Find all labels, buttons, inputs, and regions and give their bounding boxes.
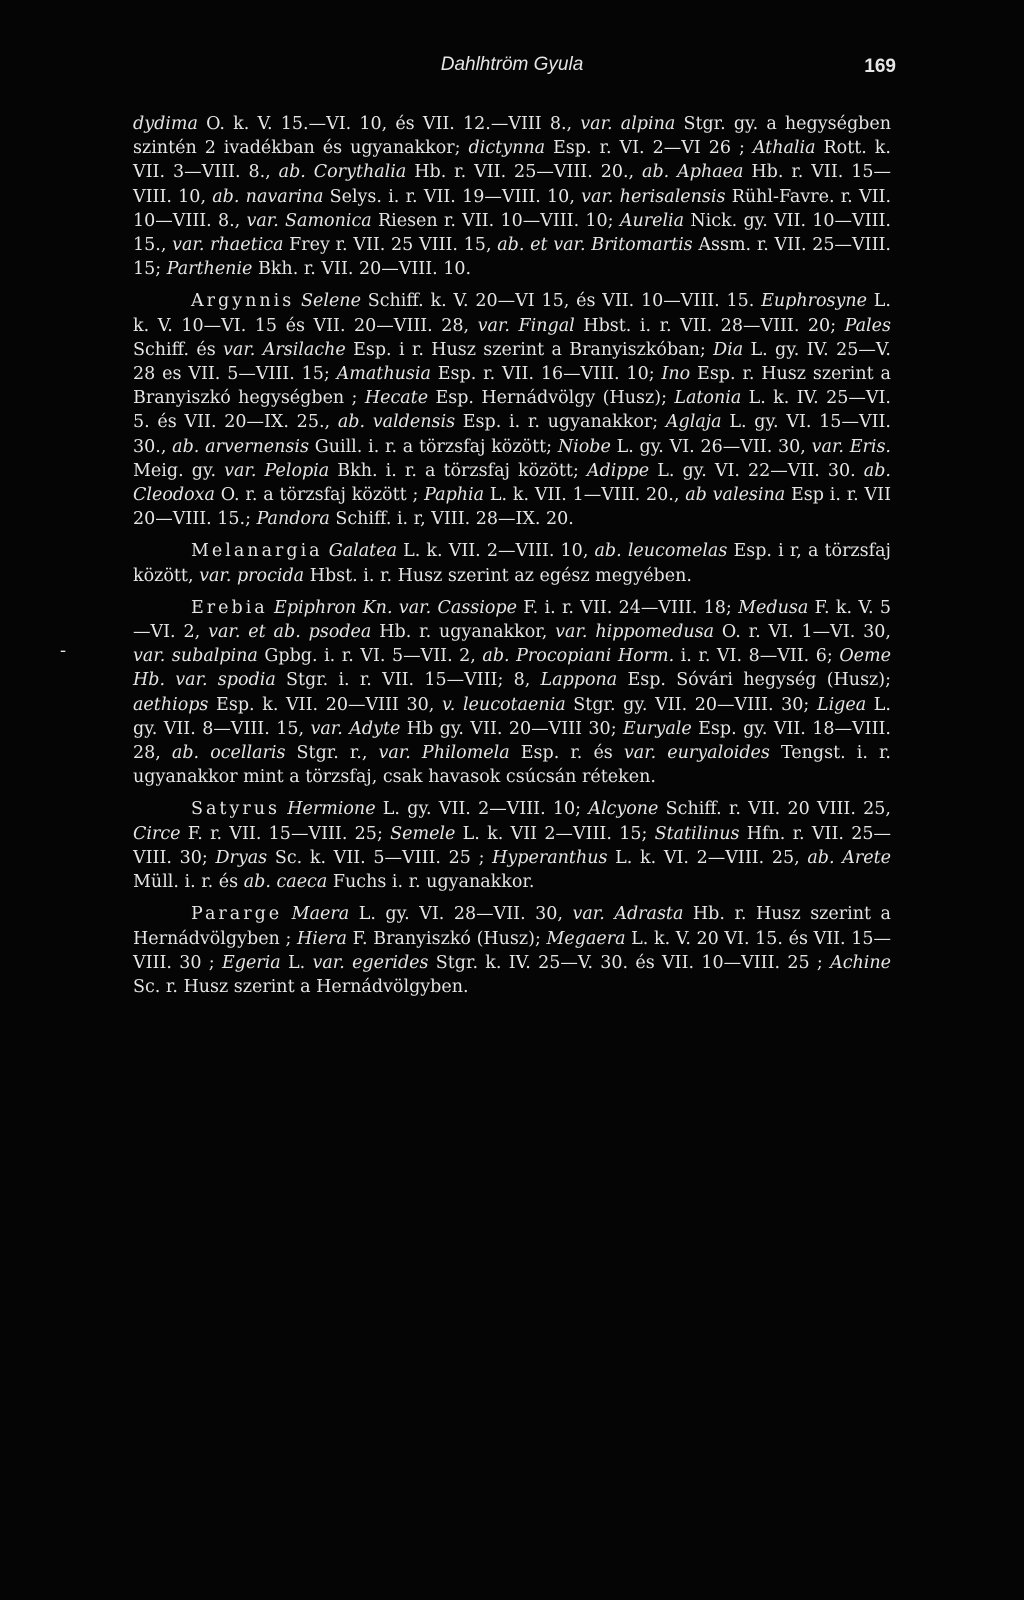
text-run: L. gy. VII. 2—VIII. 10; — [375, 799, 589, 820]
body-text — [133, 112, 891, 999]
taxon-name: Athalia — [752, 138, 816, 159]
taxon-name: Pales — [844, 315, 891, 336]
taxon-name: var. alpina — [580, 114, 676, 134]
text-run: L. k. VII. 2—VIII. 10, — [397, 541, 595, 562]
text-run: Selys. i. r. VII. 19—VIII. 10, — [323, 186, 582, 207]
text-run: Esp. Hernádvölgy (Husz); — [428, 388, 675, 409]
taxon-name: Aurelia — [619, 210, 685, 231]
text-run: Sc. k. VII. 5—VIII. 25 ; — [267, 847, 493, 868]
taxon-name: Euphrosyne — [761, 291, 868, 312]
margin-mark: - — [60, 640, 67, 661]
text-run: Esp. i r, a törzsfaj között, — [133, 541, 891, 586]
genus-name: Pararge — [191, 904, 283, 925]
taxon-name: var. Samonica — [246, 210, 372, 231]
text-run: Esp. r. VII. 16—VIII. 10; — [430, 364, 662, 385]
text-run: Stgr. k. IV. 25—V. 30. és VII. 10—VIII. 25 ; — [428, 952, 831, 973]
taxon-name: var. Philomela — [378, 743, 510, 764]
text-run: Nick. gy. VII. 10—VIII. 15., — [133, 210, 891, 256]
text-run: Esp. k. VII. 20—VIII 30, — [208, 694, 442, 715]
text-run: F. k. V. 5—VI. 2, — [133, 597, 891, 643]
taxon-name: var. Adyte — [310, 718, 401, 739]
taxon-name: var. Fingal — [477, 315, 575, 336]
text-run: Riesen r. VII. 10—VIII. 10; — [371, 210, 620, 231]
taxon-name: Galatea — [328, 541, 397, 562]
taxon-name: ab. arvernensis — [172, 436, 309, 457]
taxon-name: Euryale — [623, 718, 692, 739]
text-run: Frey r. VII. 25 VIII. 15, — [283, 235, 498, 256]
text-run: Stgr. gy. VII. 20—VIII. 30; — [565, 694, 817, 715]
taxon-name: ab. navarina — [212, 186, 324, 207]
taxon-name: ab valesina — [685, 485, 786, 506]
text-run: Hb. r. VII. 25—VIII. 20., — [406, 162, 643, 183]
taxon-name: Oeme Hb. var. spodia — [133, 646, 891, 691]
taxon-name: Alcyone — [588, 799, 659, 820]
taxon-name: dictynna — [468, 138, 546, 159]
taxon-name: ab. Corythalia — [278, 162, 407, 183]
taxon-name: Statilinus — [654, 823, 740, 844]
text-run: L. gy. IV. 25—V. 28 es VII. 5—VIII. 15; — [133, 339, 891, 385]
taxon-name: ab. Aphaea — [642, 162, 744, 183]
text-run: Bkh. r. VII. 20—VIII. 10. — [252, 259, 472, 280]
text-run: Tengst. i. r. ugyanakkor mint a törzsfaj, csak havasok csúcsán réteken. — [133, 743, 891, 788]
taxon-name: var. Arsilache — [223, 339, 346, 360]
text-run: F. r. VII. 15—VIII. 25; — [180, 823, 391, 844]
text-run: i. r. VI. 8—VII. 6; — [674, 646, 840, 667]
text-run: Esp. r. és — [509, 743, 624, 764]
taxon-name: Achine — [830, 952, 892, 973]
taxon-name: Egeria — [221, 952, 281, 973]
text-run: Hbst. i. r. VII. 28—VIII. 20; — [574, 315, 845, 336]
taxon-name: var. subalpina — [133, 646, 258, 667]
text-run: Esp. gy. VII. 18—VIII. 28, — [133, 718, 891, 764]
genus-name: Erebia — [191, 597, 268, 618]
page-header — [0, 54, 1024, 94]
text-run: Stgr. r., — [285, 743, 379, 764]
taxon-name: dydima — [133, 114, 198, 134]
text-run: L. — [280, 952, 313, 973]
text-run: Meig. gy. — [133, 460, 225, 481]
text-run: Gpbg. i. r. VI. 5—VII. 2, — [257, 646, 483, 667]
taxon-name: var. Eris. — [811, 436, 891, 457]
taxon-name: Parthenie — [166, 259, 253, 280]
taxon-name: Paphia — [424, 485, 485, 506]
text-run: O. r. VI. 1—VI. 30, — [714, 622, 891, 643]
taxon-name: Hiera — [296, 928, 347, 949]
text-run: L. k. VI. 2—VIII. 25, — [607, 847, 808, 868]
taxon-name: Megaera — [546, 928, 626, 949]
genus-name: Argynnis — [191, 291, 295, 312]
text-run: Schiff. k. V. 20—VI 15, és VII. 10—VIII. 15. — [360, 291, 762, 312]
text-run: L. gy. VI. 28—VII. 30, — [349, 904, 573, 925]
paragraph — [133, 902, 891, 999]
taxon-name: Latonia — [674, 388, 742, 409]
taxon-name: var. euryaloides — [623, 743, 770, 764]
taxon-name: ab. ocellaris — [171, 743, 286, 764]
taxon-name: ab. leucomelas — [594, 541, 728, 562]
taxon-name: Ligea — [816, 694, 867, 715]
taxon-name: Dia — [713, 339, 744, 360]
text-run: Hb. r. VII. 15—VIII. 10, — [133, 162, 891, 207]
taxon-name: Horm. — [617, 646, 675, 667]
taxon-name: Amathusia — [336, 364, 431, 385]
taxon-name: var. Pelopia — [224, 460, 330, 481]
text-run: Schiff. r. VII. 20 VIII. 25, — [658, 799, 891, 820]
taxon-name: var. egerides — [312, 952, 429, 973]
taxon-name: Kn. var. Cassiope — [362, 597, 517, 618]
text-run: Stgr. i. r. VII. 15—VIII; 8, — [275, 670, 541, 691]
taxon-name: Niobe — [557, 436, 611, 457]
text-run: L. k. V. 10—VI. 15 és VII. 20—VIII. 28, — [133, 291, 891, 336]
taxon-name: var. Adrasta — [572, 904, 684, 925]
text-run: Esp. r. Husz szerint a Branyiszkó hegységben ; — [133, 364, 891, 409]
taxon-name: var. procida — [199, 565, 305, 586]
text-run: Hfn. r. VII. 25—VIII. 30; — [133, 823, 891, 868]
text-run: Bkh. i. r. a törzsfaj között; — [329, 460, 587, 481]
running-title: Dahlhtröm Gyula — [440, 54, 584, 75]
text-run: O. k. V. 15.—VI. 10, és VII. 12.—VIII 8., — [197, 114, 581, 134]
taxon-name: var. rhaetica — [172, 235, 284, 256]
taxon-name: aethiops — [133, 694, 209, 715]
text-run: Rühl-Favre. r. VII. 10—VIII. 8., — [133, 186, 892, 231]
text-run: Sc. r. Husz szerint a Hernádvölgyben. — [133, 976, 469, 997]
taxon-name: Maera — [291, 904, 350, 925]
taxon-name: v. leucotaenia — [441, 694, 566, 715]
text-run: Stgr. gy. a hegységben szintén 2 ivadékban és ugyanakkor; — [133, 114, 891, 159]
text-run: L. gy. VI. 22—VII. 30. — [649, 460, 864, 481]
text-run: Hbst. i. r. Husz szerint az egész megyében. — [304, 565, 692, 586]
taxon-name: Circe — [133, 823, 181, 844]
taxon-name: Medusa — [738, 597, 809, 618]
taxon-name: ab. Cleodoxa — [133, 460, 891, 506]
taxon-name: ab. caeca — [243, 872, 328, 893]
taxon-name: ab. Arete — [807, 847, 891, 868]
text-run: L. gy. VI. 15—VII. 30., — [133, 412, 891, 457]
text-run: Guill. i. r. a törzsfaj között; — [308, 436, 558, 457]
text-run — [294, 291, 301, 311]
taxon-name: Pandora — [256, 509, 330, 530]
text-run: Fuchs i. r. ugyanakkor. — [327, 872, 535, 893]
taxon-name: var. hippomedusa — [555, 622, 715, 643]
text-run: Esp. i r. Husz szerint a Branyiszkóban; — [345, 339, 714, 360]
text-run: F. Branyiszkó (Husz); — [346, 928, 547, 949]
taxon-name: ab. et var. Britomartis — [497, 235, 693, 256]
text-run: O. r. a törzsfaj között ; — [214, 485, 425, 506]
text-run: Esp. i. r. ugyanakkor; — [455, 412, 666, 433]
paragraph — [133, 797, 891, 894]
paragraph — [133, 112, 891, 281]
paragraph — [133, 289, 891, 531]
text-run — [282, 904, 292, 924]
taxon-name: Ino — [661, 364, 691, 385]
genus-name: Satyrus — [191, 799, 280, 820]
text-run: L. gy. VI. 26—VII. 30, — [610, 436, 812, 457]
text-run: F. i. r. VII. 24—VIII. 18; — [516, 597, 739, 618]
text-run: Hb. r. Husz szerint a Hernádvölgyben ; — [133, 904, 891, 949]
text-run: L. k. IV. 25—VI. 5. és VII. 20—IX. 25., — [133, 388, 891, 433]
text-run: Schiff. i. r, VIII. 28—IX. 20. — [329, 509, 574, 530]
taxon-name: Epiphron — [274, 597, 357, 618]
text-run: Rott. k. VII. 3—VIII. 8., — [133, 138, 891, 183]
text-run: Schiff. és — [133, 339, 224, 360]
page-number: 169 — [864, 56, 896, 77]
text-run: Hb gy. VII. 20—VIII 30; — [400, 718, 624, 739]
text-run: L. k. V. 20 VI. 15. és VII. 15—VIII. 30 ; — [133, 928, 891, 973]
taxon-name: Hermione — [287, 799, 376, 820]
text-run: Hb. r. ugyanakkor, — [371, 622, 556, 643]
genus-name: Melanargia — [191, 541, 323, 562]
taxon-name: Adippe — [586, 460, 650, 481]
text-run: L. gy. VII. 8—VIII. 15, — [133, 694, 891, 739]
paragraph — [133, 539, 891, 587]
taxon-name: var. herisalensis — [581, 186, 726, 207]
taxon-name: ab. Procopiani — [482, 646, 612, 667]
taxon-name: Hecate — [364, 388, 429, 409]
taxon-name: Selene — [301, 291, 361, 312]
text-run: Esp i. r. VII 20—VIII. 15.; — [133, 485, 891, 530]
text-run: Assm. r. VII. 25—VIII. 15; — [133, 235, 891, 280]
taxon-name: Lappona — [540, 670, 618, 691]
paragraph — [133, 596, 891, 790]
taxon-name: ab. valdensis — [337, 412, 456, 433]
taxon-name: Hyperanthus — [492, 847, 608, 868]
text-run: L. k. VII. 1—VIII. 20., — [484, 485, 686, 506]
text-run: Esp. r. VI. 2—VI 26 ; — [545, 138, 753, 159]
taxon-name: Aglaja — [665, 412, 722, 433]
taxon-name: Semele — [390, 823, 456, 844]
text-run: Müll. i. r. és — [133, 872, 244, 893]
taxon-name: var. et ab. psodea — [208, 622, 372, 643]
taxon-name: Dryas — [215, 847, 268, 868]
text-run: L. k. VII 2—VIII. 15; — [455, 823, 655, 844]
text-run: Esp. Sóvári hegység (Husz); — [617, 670, 891, 691]
